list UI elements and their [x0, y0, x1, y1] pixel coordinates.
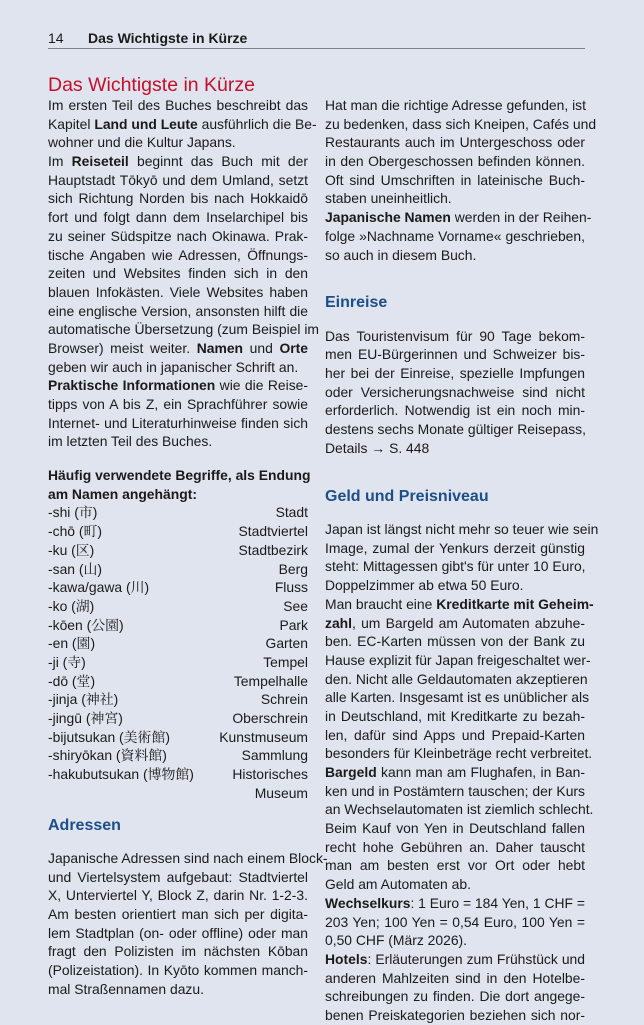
bold-term: Bargeld [325, 764, 377, 780]
meaning: Tempelhalle [233, 672, 308, 689]
list-item [48, 765, 308, 784]
text-line [325, 838, 585, 857]
text: kann man am Flughafen, in Ban- [376, 764, 585, 780]
paragraph [48, 96, 317, 152]
text-line [48, 246, 308, 265]
text: man am besten erst vor Ort oder hebt [325, 857, 585, 874]
text: Hause explizit für Japan freigeschaltet wer- [325, 651, 591, 668]
text: Geld am Automaten ab. [325, 876, 471, 893]
text-line [48, 189, 308, 208]
text: ben. EC-Karten müssen von der Bank zu [325, 633, 585, 650]
paragraph [48, 849, 328, 999]
text-line [48, 905, 308, 924]
text-line [48, 96, 308, 115]
page-number: 14 [48, 30, 64, 46]
text-line [48, 133, 308, 152]
text-line [325, 115, 597, 134]
text-line [325, 345, 585, 364]
bold-term: Reiseteil [71, 153, 129, 170]
text: Am besten orientiert man sich per digita- [48, 906, 308, 923]
text: 203 Yen; 100 Yen = 0,54 Euro, 100 Yen = [325, 913, 585, 930]
bold-term: Japanische Namen [325, 209, 451, 226]
text-line [325, 688, 590, 707]
list-item [48, 503, 308, 522]
text: zeiten und Websites finden sich in den [48, 265, 308, 282]
text-line [48, 358, 308, 377]
term: -hakubutsukan (博物館) [48, 766, 194, 783]
text: geben wir auch in japanischer Schrift an. [48, 358, 299, 375]
text: oder Versicherungsnachweise sind nicht [325, 383, 585, 400]
paragraph [325, 595, 594, 763]
meaning: Berg [278, 560, 308, 577]
meaning: Garten [265, 635, 308, 652]
meaning: Tempel [263, 653, 308, 670]
text-line [325, 520, 599, 539]
left-column [48, 96, 328, 998]
list-item [48, 690, 308, 709]
text-line [325, 383, 585, 402]
section-heading: Geld und Preisniveau [325, 487, 489, 505]
term-list [48, 503, 308, 802]
text-line [48, 283, 308, 302]
text-line [325, 576, 585, 595]
list-item [48, 709, 308, 728]
text-line [48, 395, 308, 414]
text: eine englische Version, ansonsten hilft die [48, 302, 308, 319]
term: -san (山) [48, 560, 103, 577]
text: recht hohe Gebühren an. Daher tauscht [325, 838, 585, 855]
list-item [48, 746, 308, 765]
list-item [48, 578, 308, 597]
text: anderen Mahlzeiten sind in den Hotelbe- [325, 969, 585, 986]
text: Kapitel [48, 115, 95, 132]
text: steht: Mittagessen gibt's für unter 10 Euro, [325, 558, 586, 575]
text-line [325, 614, 585, 633]
text: automatische Übersetzung (zum Beispiel im [48, 321, 319, 338]
text: Doppelzimmer ab etwa 50 Euro. [325, 577, 524, 594]
text-line [325, 931, 585, 950]
text: erforderlich. Notwendig ist ein noch min- [325, 402, 585, 419]
text: men EU-Bürgerinnen und Schweizer bis- [325, 346, 585, 363]
meaning: Park [279, 616, 308, 633]
text: Internet- und Literaturhinweise finden sich [48, 414, 308, 431]
meaning: Museum [254, 784, 308, 801]
text: Image, zumal der Yenkurs derzeit günstig [325, 539, 585, 556]
text: her bei der Einreise, spezielle Impfungen [325, 365, 585, 382]
paragraph [325, 327, 585, 458]
text: beginnt das Buch mit der [128, 153, 308, 170]
text: zu bedenken, dass sich Kneipen, Cafés und [325, 115, 597, 132]
text: Oft sind Umschriften in lateinische Buch- [325, 171, 585, 188]
bold-term: Land und Leute [94, 115, 198, 132]
meaning: Stadt [275, 504, 308, 521]
section-heading: Adressen [48, 816, 121, 834]
list-item [48, 728, 308, 747]
text-line [325, 744, 593, 763]
list-item [48, 597, 308, 616]
text: den. Nicht alle Geldautomaten akzeptieren [325, 670, 588, 687]
paragraph [48, 152, 319, 376]
text-line [48, 227, 308, 246]
text-line [325, 894, 585, 913]
bold-term: Wechselkurs [325, 894, 411, 911]
term: -jingū (神宮) [48, 710, 123, 726]
text: zu seiner Südspitze nach Okinawa. Prak- [48, 227, 308, 244]
text: staben uneinheitlich. [325, 190, 452, 207]
text-line [325, 439, 585, 458]
running-head-title: Das Wichtigste in Kürze [88, 30, 248, 46]
text: ken und in Postämtern tauschen; der Kurs [325, 782, 585, 799]
text-line [325, 420, 585, 439]
text-line [325, 96, 585, 115]
term: -en (園) [48, 635, 96, 652]
text: alle Karten. Insgesamt ist es unüblicher als [325, 689, 590, 706]
list-item [48, 616, 308, 635]
text-line [48, 302, 308, 321]
text-line [325, 800, 594, 819]
right-column [325, 96, 599, 1025]
bold-term: Orte [279, 339, 308, 356]
text: sich Richtung Norden bis nach Hokkaidō [48, 190, 308, 207]
text: 0,50 CHF (März 2026). [325, 932, 468, 949]
list-item [48, 653, 308, 672]
term: -shi (市) [48, 504, 98, 521]
list-item [48, 634, 308, 653]
text: schreibungen zu finden. Die dort angege- [325, 988, 585, 1005]
text: Man braucht eine [325, 595, 437, 612]
bold-term: zahl [325, 614, 353, 631]
list-item [48, 522, 308, 541]
text: werden in der Reihen- [450, 209, 592, 226]
text-line [48, 485, 308, 504]
meaning: Schrein [260, 691, 308, 708]
spacer [325, 458, 585, 474]
term: -kawa/gawa (川) [48, 579, 150, 596]
text: Details → S. 448 [325, 439, 430, 456]
paragraph [325, 894, 585, 950]
text-line [325, 152, 585, 171]
text-line [325, 401, 585, 420]
bold-term: Hotels [325, 950, 368, 967]
spacer [48, 451, 308, 466]
text-line [48, 376, 308, 395]
text: : Erläuterungen zum Frühstück und [367, 950, 585, 967]
section-heading: Einreise [325, 294, 388, 312]
text-line [325, 782, 585, 801]
text: len, dafür sind Apps und Prepaid-Karten [325, 726, 585, 743]
text-line [48, 849, 328, 868]
text: lem Stadtplan (on- oder offline) oder man [48, 924, 308, 941]
paragraph [325, 96, 597, 208]
text-line [48, 152, 308, 171]
term: -ko (湖) [48, 597, 95, 614]
text: besonders für Kleinbeträge recht verbreitet. [325, 745, 593, 762]
text: in den Obergeschossen befinden können. [325, 153, 585, 170]
text-line [325, 969, 585, 988]
text-line [48, 414, 308, 433]
bold-term: Namen [196, 339, 244, 356]
text-line [48, 171, 308, 190]
text: Restaurants auch im Untergeschoss oder [325, 134, 585, 151]
text: mal Straßennamen dazu. [48, 980, 204, 997]
paragraph [325, 208, 592, 264]
text-line [48, 942, 308, 961]
text-line [48, 115, 317, 134]
text-line [325, 819, 585, 838]
text-line [325, 327, 585, 346]
term: -kōen (公園) [48, 616, 124, 633]
text-line [325, 670, 588, 689]
meaning: Stadtbezirk [238, 541, 308, 558]
paragraph [48, 376, 308, 451]
bold-term: Kreditkarte mit Geheim- [436, 595, 594, 612]
text: ausführlich die Be- [197, 115, 317, 132]
text: in Deutschland, mit Kreditkarte zu bezah- [325, 707, 585, 724]
paragraph [325, 763, 594, 894]
text-line [48, 432, 308, 451]
paragraph [48, 466, 311, 503]
text-line [325, 856, 585, 875]
text-line [48, 466, 311, 485]
meaning: Stadtviertel [238, 523, 308, 540]
list-item [48, 672, 308, 691]
text: an Wechselautomaten ist ziemlich schlecht. [325, 801, 594, 818]
text-line [325, 171, 585, 190]
text: Beim Kauf von Yen in Deutschland fallen [325, 820, 585, 837]
meaning: See [283, 597, 308, 614]
term: -ji (寺) [48, 653, 86, 670]
meaning: Kunstmuseum [219, 728, 308, 745]
text-line [325, 364, 585, 383]
text-line [325, 1006, 585, 1025]
text: tipps von A bis Z, ein Sprachführer sowie [48, 396, 308, 412]
text-line [325, 557, 585, 576]
text: und Viertelsystem aufgebaut: Stadtviertel [48, 868, 308, 885]
text-line [325, 913, 585, 932]
text-line [325, 133, 585, 152]
text: wohner und die Kultur Japans. [48, 134, 236, 151]
text-line [325, 189, 585, 208]
text-line [325, 707, 585, 726]
text-line [325, 651, 591, 670]
paragraph [325, 520, 599, 595]
text: X, Unterviertel Y, Block Z, darin Nr. 1-2-3. [48, 887, 308, 904]
text: (Polizeistation). In Kyōto kommen manch- [48, 962, 308, 979]
text-line [48, 980, 308, 999]
text-line [48, 264, 308, 283]
text-line [325, 632, 585, 651]
text-line [48, 320, 319, 339]
page-title: Das Wichtigste in Kürze [48, 74, 255, 97]
text: tische Angaben wie Adressen, Öffnungs- [48, 246, 308, 263]
text: so auch in diesem Buch. [325, 246, 477, 263]
text: destens sechs Monate gültiger Reisepass, [325, 421, 586, 438]
meaning: Fluss [274, 579, 308, 596]
text: Hauptstadt Tōkyō und dem Umland, setzt [48, 171, 308, 188]
text: blauen Infokästen. Viele Websites haben [48, 283, 308, 300]
list-item [48, 541, 308, 560]
bold-term: Häufig verwendete Begriffe, als Endung [48, 467, 311, 484]
text: : 1 Euro = 184 Yen, 1 CHF = [410, 894, 585, 911]
text: benen Preiskategorien beziehen sich nor- [325, 1006, 585, 1023]
text-line [325, 726, 585, 745]
text-line [48, 868, 308, 887]
text: Das Touristenvisum für 90 Tage bekom- [325, 327, 585, 344]
term: -jinja (神社) [48, 691, 119, 708]
bold-term: am Namen angehängt: [48, 485, 197, 502]
text-line [325, 227, 585, 246]
text: Japan ist längst nicht mehr so teuer wie sein [325, 521, 599, 538]
term: -ku (区) [48, 541, 95, 558]
text-line [325, 595, 594, 614]
meaning: Historisches [232, 766, 308, 783]
text: folge »Nachname Vorname« geschrieben, [325, 227, 585, 244]
text-line [325, 987, 585, 1006]
term: -bijutsukan (美術館) [48, 728, 170, 745]
text: Browser) meist weiter. [48, 339, 197, 356]
text-line [48, 961, 308, 980]
text: fort und folgt dann dem Inselarchipel bis [48, 209, 308, 226]
text-line [325, 246, 585, 265]
term: -chō (町) [48, 523, 103, 540]
text-line [48, 339, 308, 358]
list-item-continued [48, 784, 308, 803]
text: und [243, 339, 280, 356]
meaning: Sammlung [241, 747, 308, 764]
text-line [325, 208, 592, 227]
text-line [48, 208, 308, 227]
text: fragt den Polizisten im nächsten Kōban [48, 943, 308, 960]
meaning: Oberschrein [232, 710, 308, 726]
text-line [325, 950, 585, 969]
text-line [48, 924, 308, 943]
bold-term: Praktische Informationen [48, 377, 216, 394]
text: Hat man die richtige Adresse gefunden, ist [325, 97, 586, 113]
text: wie die Reise- [215, 377, 308, 394]
text: im letzten Teil des Buches. [48, 433, 213, 450]
text-line [325, 875, 585, 894]
term: -shiryōkan (資料館) [48, 747, 167, 764]
list-item [48, 560, 308, 579]
text-line [325, 539, 585, 558]
text: , um Bargeld am Automaten abzuhe- [352, 614, 585, 631]
text: Japanische Adressen sind nach einem Block- [48, 849, 328, 866]
paragraph [325, 950, 585, 1025]
term: -dō (堂) [48, 672, 96, 689]
text: Im ersten Teil des Buches beschreibt das [48, 97, 308, 113]
spacer [325, 264, 585, 280]
text: Im [48, 153, 72, 170]
running-head [48, 29, 585, 49]
text-line [48, 886, 308, 905]
text-line [325, 763, 585, 782]
